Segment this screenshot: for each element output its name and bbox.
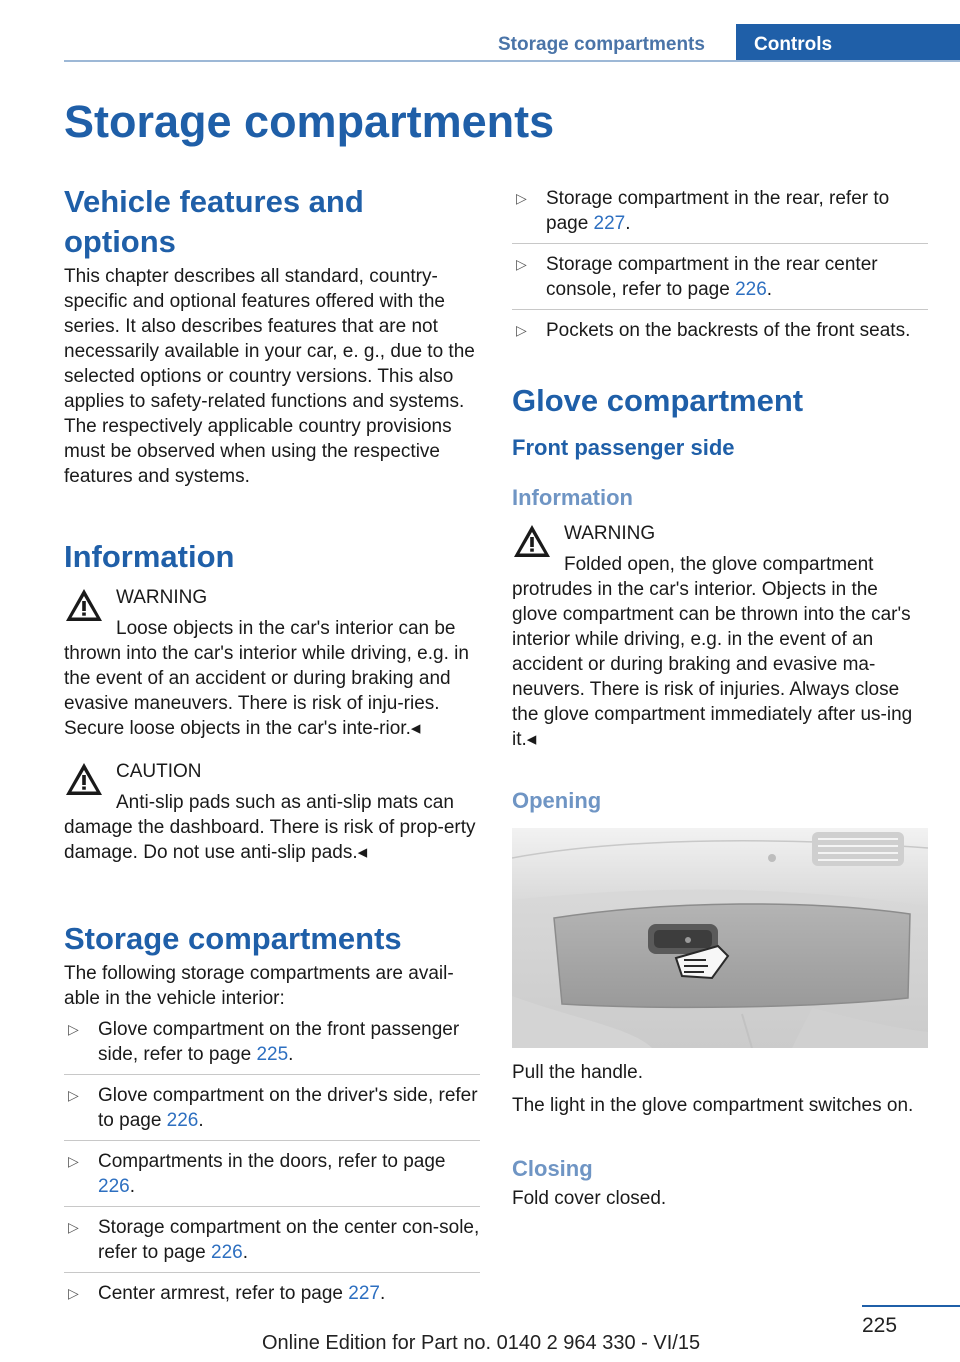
bullet-triangle-icon: ▷: [68, 1285, 79, 1301]
page-link[interactable]: 227: [593, 213, 626, 234]
left-column: [64, 182, 480, 1306]
header-chapter-label: Controls: [754, 34, 833, 55]
bullet-triangle-icon: ▷: [68, 1153, 79, 1169]
bullet-triangle-icon: ▷: [68, 1087, 79, 1103]
caution-triangle-icon: [64, 759, 104, 799]
page-link[interactable]: 227: [348, 1283, 380, 1304]
glove-warning-text-first: Folded open, the glove compartment: [564, 554, 874, 575]
page-title: Storage compartments: [64, 96, 555, 147]
header-chapter-tab: [736, 24, 960, 62]
page-link[interactable]: 226: [98, 1176, 130, 1197]
glove-compartment-heading: Glove compartment: [512, 383, 804, 418]
closing-heading: Closing: [512, 1156, 593, 1181]
glove-compartment-illustration: [512, 828, 928, 1048]
storage-list-continued: [512, 186, 928, 343]
glove-compartment-photo: [512, 828, 928, 1048]
warning-title: WARNING: [116, 587, 208, 608]
information-subheading: Information: [512, 485, 633, 510]
glove-warning-title: WARNING: [564, 523, 656, 544]
page-number: 225: [862, 1314, 898, 1337]
header-rule: [64, 60, 960, 62]
caution-text-first: Anti-slip pads such as anti-slip mats can: [116, 792, 454, 813]
list-item: ▷ Storage compartment in the rear, refer to page 227.: [512, 186, 928, 236]
storage-compartments-heading: Storage compartments: [64, 921, 402, 956]
list-item: ▷ Compartments in the doors, refer to page 226.: [64, 1149, 480, 1199]
vehicle-features-text: This chapter describes all standard, country-specific and optional features offered with the series. It also describes features that are not necessarily available in your car, e. g., due to the selected options or country versions. This also applies to safety-related functions and systems. The respectively applicable country provisions must be observed when using the respective features and systems.: [64, 266, 475, 487]
bullet-triangle-icon: ▷: [68, 1219, 79, 1235]
opening-heading: Opening: [512, 788, 602, 813]
closing-text: Fold cover closed.: [512, 1188, 667, 1209]
pull-handle-text: Pull the handle.: [512, 1062, 643, 1083]
warning-text-first: Loose objects in the car's interior can be: [116, 618, 456, 639]
caution-text: damage the dashboard. There is risk of prop-erty damage. Do not use anti-slip pads.◂: [64, 817, 476, 863]
footer-rule: [862, 1305, 960, 1307]
vehicle-features-heading: Vehicle features and options: [64, 184, 364, 259]
header-section-title: Storage compartments: [498, 34, 705, 55]
right-column: [512, 186, 928, 1211]
list-item: ▷ Storage compartment in the rear center console, refer to page 226.: [512, 252, 928, 302]
page-link[interactable]: 226: [735, 279, 767, 300]
list-item: ▷ Center armrest, refer to page 227.: [68, 1283, 386, 1304]
storage-list: [64, 1017, 480, 1306]
information-heading: Information: [64, 539, 235, 574]
page-link[interactable]: 226: [166, 1110, 199, 1131]
caution-title: CAUTION: [116, 761, 202, 782]
warning-block: [64, 585, 480, 741]
light-on-text: The light in the glove compartment switches on.: [512, 1095, 914, 1116]
list-item: ▷ Glove compartment on the driver's side, refer to page 226.: [64, 1083, 480, 1133]
front-passenger-heading: Front passenger side: [512, 435, 735, 460]
glove-warning-text: protrudes in the car's interior. Objects in the glove compartment can be thrown into the car's interior while driving, e.g. in the event of an accident or during braking and evasive ma-neuvers. There is risk of injuries. Always close the glove compartment immediately after us-ing it.◂: [512, 579, 913, 750]
page-link[interactable]: 226: [211, 1242, 243, 1263]
page-link[interactable]: 225: [256, 1044, 289, 1065]
list-item: ▷ Storage compartment on the center con-sole, refer to page 226.: [64, 1215, 480, 1265]
list-item: ▷ Glove compartment on the front passenger side, refer to page 225.: [64, 1017, 480, 1067]
warning-triangle-icon: [64, 585, 104, 625]
warning-triangle-icon: [512, 521, 552, 561]
bullet-triangle-icon: ▷: [516, 256, 527, 272]
bullet-triangle-icon: ▷: [68, 1021, 79, 1037]
list-item: ▷ Pockets on the backrests of the front seats.: [516, 320, 911, 341]
warning-text: thrown into the car's interior while driving, e.g. in the event of an accident or during braking and evasive maneuvers. There is risk of inju-ries. Secure loose objects in the car's inte-rior.◂: [64, 643, 469, 739]
storage-intro-text: The following storage compartments are avail-able in the vehicle interior:: [64, 963, 454, 1009]
bullet-triangle-icon: ▷: [516, 322, 527, 338]
bullet-triangle-icon: ▷: [516, 190, 527, 206]
edition-footer: Online Edition for Part no. 0140 2 964 330 - VI/15: [262, 1332, 701, 1354]
caution-block: [64, 759, 480, 865]
glove-warning-block: [512, 521, 928, 752]
